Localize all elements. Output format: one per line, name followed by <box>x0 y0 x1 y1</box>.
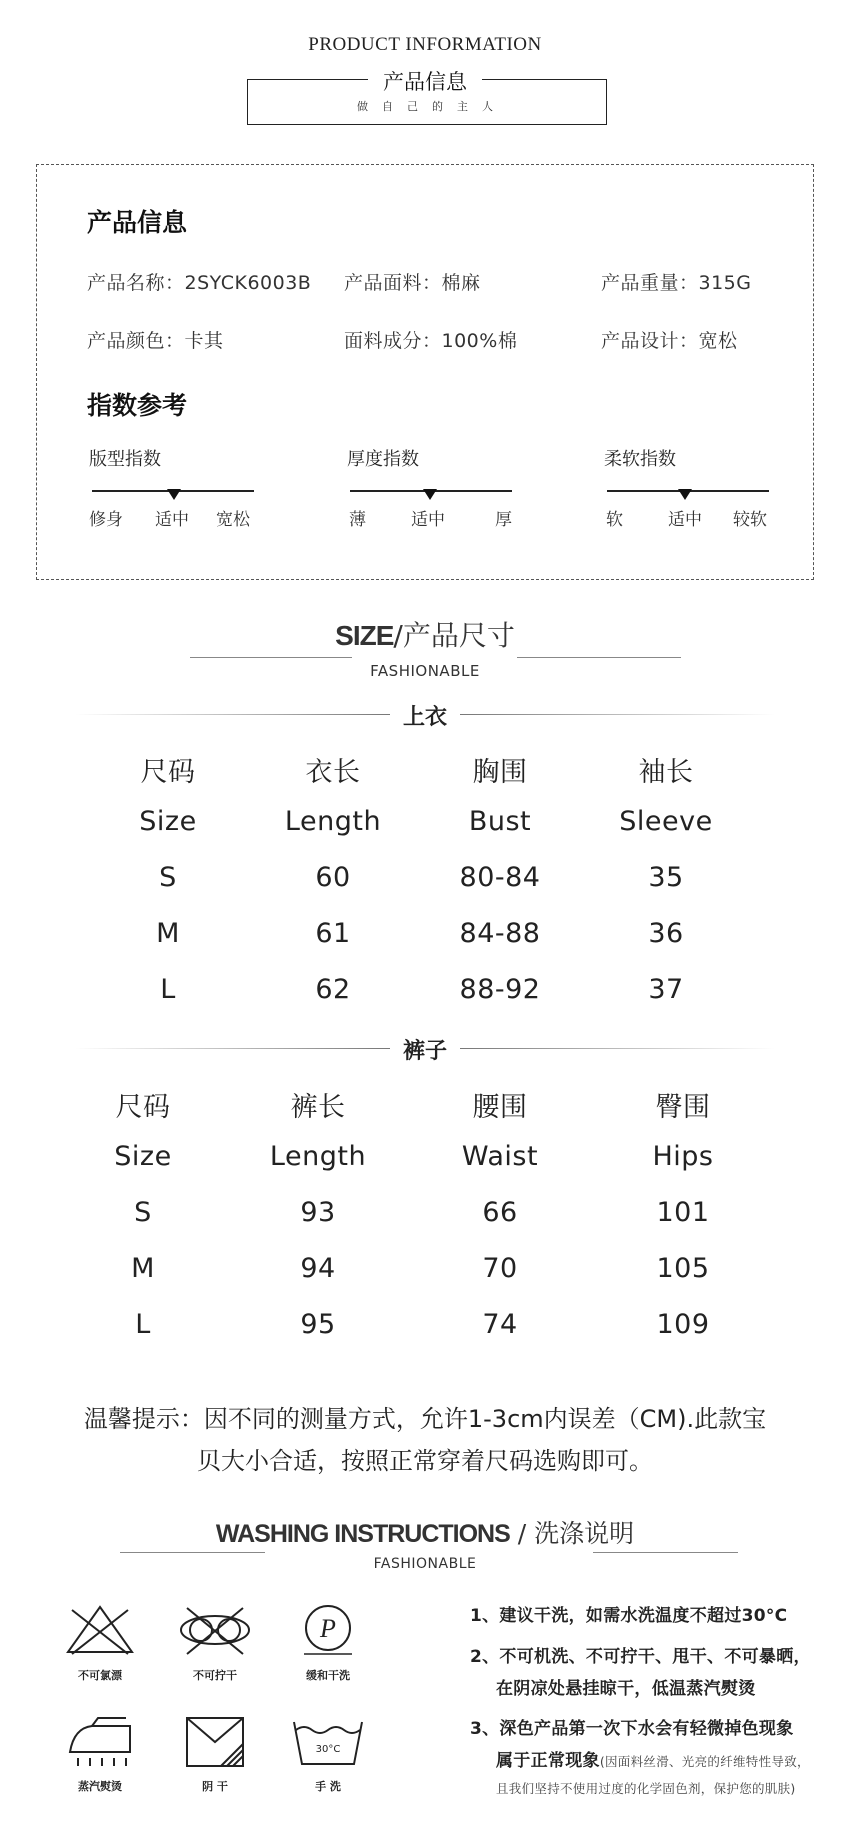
dry-clean-label: 缓和干洗 <box>306 1669 350 1682</box>
top-heading-line-right <box>460 714 775 715</box>
no-wring-icon <box>177 1602 253 1658</box>
pants-cell: 101 <box>656 1197 710 1228</box>
top-cell: 62 <box>315 974 351 1005</box>
scale-thickness-marker-icon <box>423 489 437 500</box>
shade-dry-icon <box>177 1714 253 1770</box>
pants-cell: 105 <box>656 1253 710 1284</box>
pants-heading-line-left <box>75 1048 390 1049</box>
dry-clean-icon <box>290 1602 366 1658</box>
header-title-cn: 产品信息 <box>383 70 467 94</box>
pants-col-header-en: Waist <box>461 1141 539 1172</box>
top-cell: 61 <box>315 918 351 949</box>
no-bleach-label: 不可氯漂 <box>78 1669 122 1682</box>
top-col-header: 衣长 <box>305 757 361 788</box>
svg-text:P: P <box>320 1614 336 1643</box>
pants-cell: 93 <box>300 1197 336 1228</box>
washing-title <box>0 1514 850 1550</box>
washing-title-line-left <box>120 1552 265 1553</box>
pants-table-heading: 裤子 <box>402 1039 447 1064</box>
wash-note-3b <box>496 1746 810 1771</box>
pants-cell: 109 <box>656 1309 710 1340</box>
no-bleach-icon <box>62 1602 138 1658</box>
top-cell: 35 <box>648 862 684 893</box>
product-name: 产品名称：2SYCK6003B <box>87 272 312 294</box>
no-wring-label: 不可拧干 <box>193 1669 237 1682</box>
scale-softness-tick: 适中 <box>668 510 702 530</box>
pants-col-header: 腰围 <box>472 1092 528 1123</box>
top-col-header: 尺码 <box>140 757 196 788</box>
pants-col-header-en: Hips <box>652 1141 714 1172</box>
size-title-en: SIZE <box>335 620 394 651</box>
wash-note-3c: 且我们坚持不使用过度的化学固色剂，保护您的肌肤) <box>496 1781 796 1796</box>
pants-cell: 70 <box>482 1253 518 1284</box>
washing-subtitle: FASHIONABLE <box>373 1556 477 1572</box>
scale-thickness-label: 厚度指数 <box>347 449 419 470</box>
pants-cell: 74 <box>482 1309 518 1340</box>
washing-title-en: WASHING INSTRUCTIONS <box>215 1520 510 1548</box>
scale-softness-tick: 软 <box>606 510 623 530</box>
shade-dry-label: 阴 干 <box>202 1780 228 1793</box>
size-title-cn: /产品尺寸 <box>393 619 515 652</box>
product-composition: 面料成分：100%棉 <box>344 330 518 352</box>
scale-fit-tick: 修身 <box>89 510 123 530</box>
pants-col-header-en: Length <box>269 1141 367 1172</box>
size-tip-line1: 温馨提示：因不同的测量方式，允许1-3cm内误差（CM).此款宝 <box>83 1405 767 1433</box>
pants-cell: 66 <box>482 1197 518 1228</box>
wash-note-1: 1、建议干洗，如需水洗温度不超过30°C <box>470 1606 788 1626</box>
pants-cell: S <box>134 1197 152 1228</box>
wash-note-2b: 在阴凉处悬挂晾干，低温蒸汽熨烫 <box>496 1679 756 1699</box>
washing-title-line-right <box>593 1552 738 1553</box>
scale-thickness-tick: 厚 <box>495 510 512 530</box>
hand-wash-icon <box>290 1714 366 1770</box>
product-design: 产品设计：宽松 <box>601 330 738 352</box>
top-col-header-en: Size <box>139 806 197 837</box>
pants-col-header: 尺码 <box>115 1092 171 1123</box>
top-col-header-en: Length <box>284 806 382 837</box>
hand-wash-temp: 30°C <box>315 1744 341 1755</box>
scale-softness-marker-icon <box>678 489 692 500</box>
size-subtitle: FASHIONABLE <box>370 662 480 680</box>
scale-thickness-tick: 适中 <box>411 510 445 530</box>
top-cell: 84-88 <box>459 918 541 949</box>
top-cell: L <box>160 974 176 1005</box>
steam-iron-icon <box>62 1714 138 1770</box>
top-cell: 60 <box>315 862 351 893</box>
top-heading-line-left <box>75 714 390 715</box>
header-subtitle: 做自己的主人 <box>357 100 507 113</box>
pants-col-header: 臀围 <box>655 1092 711 1123</box>
size-title-line-left <box>190 657 352 658</box>
size-title-line-right <box>517 657 681 658</box>
scale-fit-marker-icon <box>167 489 181 500</box>
product-fabric: 产品面料：棉麻 <box>344 272 481 294</box>
wash-note-3b-small: (因面料丝滑、光亮的纤维特性导致， <box>599 1754 810 1769</box>
top-cell: 80-84 <box>459 862 541 893</box>
hand-wash-label: 手 洗 <box>315 1780 341 1793</box>
size-tip-line2: 贝大小合适，按照正常穿着尺码选购即可。 <box>197 1447 653 1475</box>
size-title <box>0 614 850 654</box>
top-col-header: 胸围 <box>472 757 528 788</box>
pants-cell: 94 <box>300 1253 336 1284</box>
top-cell: M <box>156 918 180 949</box>
pants-col-header-en: Size <box>114 1141 172 1172</box>
steam-iron-label: 蒸汽熨烫 <box>78 1780 122 1793</box>
top-table-heading: 上衣 <box>402 705 447 730</box>
washing-title-cn: / 洗涤说明 <box>509 1519 635 1548</box>
product-weight: 产品重量：315G <box>601 272 752 294</box>
product-info-title: 产品信息 <box>87 208 188 237</box>
product-color: 产品颜色：卡其 <box>87 330 224 352</box>
scale-fit-tick: 宽松 <box>216 510 250 530</box>
top-cell: S <box>159 862 177 893</box>
scale-softness-label: 柔软指数 <box>604 449 676 470</box>
pants-col-header: 裤长 <box>290 1092 346 1123</box>
top-col-header-en: Sleeve <box>619 806 713 837</box>
scale-softness-tick: 较软 <box>733 510 767 530</box>
pants-cell: L <box>135 1309 151 1340</box>
top-col-header: 袖长 <box>638 757 694 788</box>
header-title-en: PRODUCT INFORMATION <box>308 34 542 55</box>
scale-fit-label: 版型指数 <box>89 449 161 470</box>
scale-fit-tick: 适中 <box>155 510 189 530</box>
pants-cell: M <box>131 1253 155 1284</box>
top-cell: 37 <box>648 974 684 1005</box>
wash-note-3a: 3、深色产品第一次下水会有轻微掉色现象 <box>470 1719 794 1739</box>
top-cell: 88-92 <box>459 974 541 1005</box>
pants-cell: 95 <box>300 1309 336 1340</box>
wash-note-3b-text: 属于正常现象 <box>496 1751 600 1771</box>
top-col-header-en: Bust <box>468 806 532 837</box>
index-ref-title: 指数参考 <box>87 391 188 420</box>
top-cell: 36 <box>648 918 684 949</box>
scale-thickness-tick: 薄 <box>349 510 366 530</box>
pants-heading-line-right <box>460 1048 775 1049</box>
wash-note-2a: 2、不可机洗、不可拧干、甩干、不可暴晒， <box>470 1647 811 1667</box>
